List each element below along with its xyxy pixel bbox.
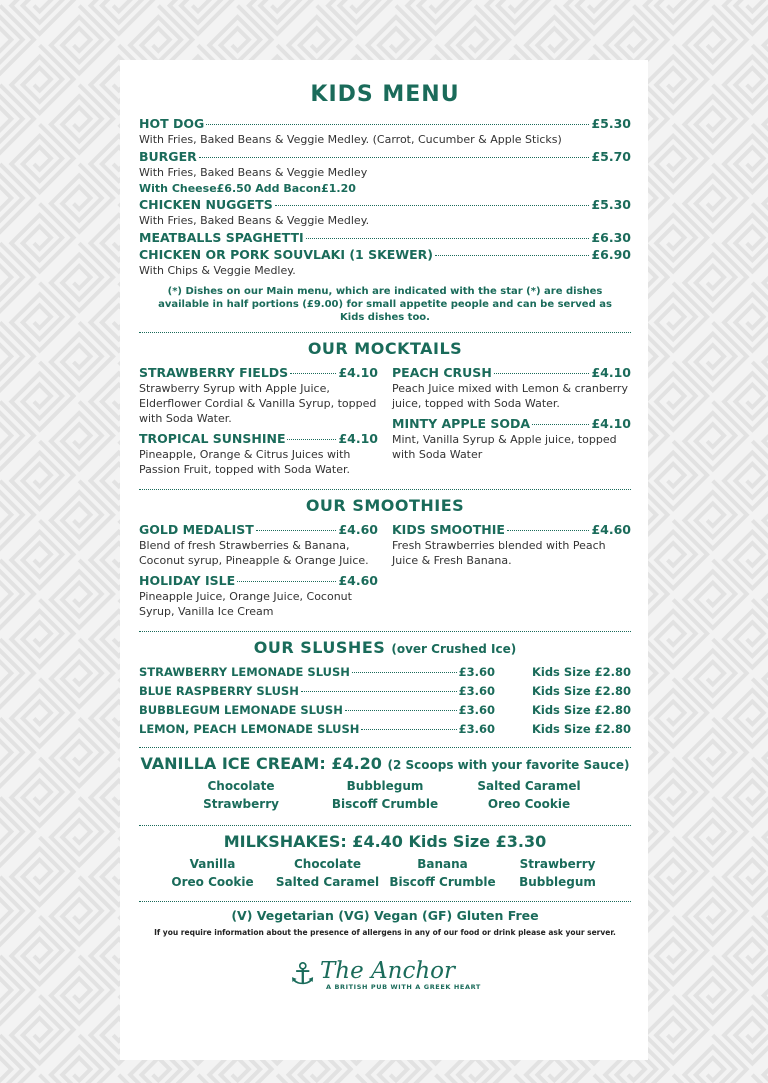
item-description: Peach Juice mixed with Lemon & cranberry juice, topped with Soda Water. (392, 382, 628, 410)
drink-item (392, 521, 631, 568)
menu-item-row (392, 521, 631, 538)
item-name: HOLIDAY ISLE (139, 573, 236, 588)
kids-size-price: Kids Size £2.80 (531, 684, 631, 698)
drink-item (139, 430, 378, 477)
item-price: £4.60 (338, 573, 378, 588)
item-price: £4.10 (591, 416, 631, 431)
item-name: TROPICAL SUNSHINE (139, 431, 286, 446)
dot-leader (290, 373, 336, 374)
ice-cream-title-text: VANILLA ICE CREAM: £4.20 (140, 754, 382, 773)
slush-row (139, 682, 631, 701)
dot-leader (532, 424, 589, 425)
item-price: £4.10 (591, 365, 631, 380)
menu-item-row (139, 521, 378, 538)
menu-item-row (139, 246, 631, 263)
item-name: HOT DOG (139, 116, 205, 131)
flavor-item: Salted Caramel (477, 779, 581, 793)
kids-item (139, 196, 631, 229)
logo-brand: The Anchor (319, 958, 456, 984)
item-price: £3.60 (458, 722, 495, 736)
divider (139, 332, 631, 333)
dot-leader (287, 439, 336, 440)
menu-item-row (139, 364, 378, 381)
menu-item-row (139, 229, 631, 246)
menu-content (139, 78, 631, 991)
drink-item (392, 415, 631, 462)
drink-item (139, 572, 378, 619)
drink-item (392, 364, 631, 411)
dot-leader (275, 205, 590, 206)
smoothies-columns (139, 521, 631, 623)
menu-item-row (139, 115, 631, 132)
milkshake-flavors (155, 857, 615, 889)
menu-item-row (139, 148, 631, 165)
drink-item (139, 364, 378, 426)
slush-row (139, 720, 631, 739)
dot-leader (237, 581, 336, 582)
menu-column (139, 364, 378, 481)
flavor-item: Banana (417, 857, 468, 871)
dot-leader (301, 691, 457, 692)
item-price: £5.30 (591, 197, 631, 212)
item-name: KIDS SMOOTHIE (392, 522, 505, 537)
slushes-list (139, 663, 631, 739)
kids-item (139, 246, 631, 279)
menu-item-row (392, 364, 631, 381)
dot-leader (352, 672, 457, 673)
divider (139, 489, 631, 490)
menu-item-row (139, 196, 631, 213)
item-name: STRAWBERRY LEMONADE SLUSH (139, 665, 350, 679)
item-description: With Fries, Baked Beans & Veggie Medley. (139, 214, 370, 227)
item-price: £5.30 (591, 116, 631, 131)
dot-leader (435, 255, 589, 256)
ice-cream-subtitle: (2 Scoops with your favorite Sauce) (387, 758, 630, 772)
flavor-item: Oreo Cookie (171, 875, 254, 889)
kids-item (139, 148, 631, 196)
item-extra: With Cheese£6.50 Add Bacon£1.20 (139, 182, 356, 195)
item-price: £4.60 (338, 522, 378, 537)
item-name: STRAWBERRY FIELDS (139, 365, 289, 380)
item-name: PEACH CRUSH (392, 365, 492, 380)
flavor-item: Vanilla (189, 857, 236, 871)
slush-main (139, 701, 495, 720)
mocktails-columns (139, 364, 631, 481)
kids-note: (*) Dishes on our Main menu, which are indicated with the star (*) are dishes available in half portions (£9.00) for small appetite people and can be served as Kids dishes too. (158, 286, 612, 323)
anchor-icon: ⚓ (289, 957, 316, 992)
slushes-title (139, 638, 631, 657)
diet-legend: (V) Vegetarian (VG) Vegan (GF) Gluten Free (231, 908, 539, 923)
item-description: Pineapple, Orange & Citrus Juices with Passion Fruit, topped with Soda Water. (139, 448, 351, 476)
ice-cream-flavors (169, 779, 601, 811)
flavor-item: Oreo Cookie (487, 797, 571, 811)
item-price: £3.60 (458, 665, 495, 679)
logo-tagline: A BRITISH PUB WITH A GREEK HEART (325, 983, 481, 991)
divider (139, 825, 631, 826)
flavor-item: Biscoff Crumble (389, 875, 496, 889)
menu-item-row (392, 415, 631, 432)
item-name: MINTY APPLE SODA (392, 416, 531, 431)
flavor-item: Biscoff Crumble (331, 797, 439, 811)
item-name: CHICKEN OR PORK SOUVLAKI (1 SKEWER) (139, 247, 433, 262)
flavor-item: Chocolate (207, 779, 275, 793)
kids-size-price: Kids Size £2.80 (531, 722, 631, 736)
flavor-item: Salted Caramel (275, 875, 380, 889)
item-price: £4.10 (338, 431, 378, 446)
item-description: Strawberry Syrup with Apple Juice, Elderflower Cordial & Vanilla Syrup, topped with Soda Water. (139, 382, 377, 425)
menu-column (392, 521, 631, 623)
item-price: £6.30 (591, 230, 631, 245)
divider (139, 631, 631, 632)
dot-leader (199, 157, 590, 158)
slush-main (139, 682, 495, 701)
slushes-subtitle: (over Crushed Ice) (391, 642, 517, 656)
smoothies-title: OUR SMOOTHIES (305, 496, 465, 515)
ice-cream-title (139, 754, 631, 773)
item-description: Pineapple Juice, Orange Juice, Coconut Syrup, Vanilla Ice Cream (139, 590, 352, 618)
menu-column (392, 364, 631, 481)
dot-leader (345, 710, 457, 711)
item-description: With Fries, Baked Beans & Veggie Medley (139, 166, 368, 179)
item-price: £5.70 (591, 149, 631, 164)
dot-leader (256, 530, 337, 531)
kids-items (139, 115, 631, 279)
item-price: £3.60 (458, 684, 495, 698)
slush-main (139, 663, 495, 682)
flavor-item: Chocolate (293, 857, 362, 871)
dot-leader (361, 729, 456, 730)
item-description: With Chips & Veggie Medley. (139, 264, 296, 277)
item-name: BLUE RASPBERRY SLUSH (139, 684, 299, 698)
item-price: £3.60 (458, 703, 495, 717)
kids-item (139, 229, 631, 246)
divider (139, 747, 631, 748)
item-description: Fresh Strawberries blended with Peach Juice & Fresh Banana. (392, 539, 606, 567)
item-description: Mint, Vanilla Syrup & Apple juice, topped with Soda Water (392, 433, 617, 461)
dot-leader (507, 530, 590, 531)
slush-row (139, 701, 631, 720)
item-name: LEMON, PEACH LEMONADE SLUSH (139, 722, 360, 736)
kids-size-price: Kids Size £2.80 (531, 703, 631, 717)
item-description: With Fries, Baked Beans & Veggie Medley. (Carrot, Cucumber & Apple Sticks) (139, 133, 562, 146)
dot-leader (494, 373, 590, 374)
kids-size-price: Kids Size £2.80 (531, 665, 631, 679)
milkshakes-title: MILKSHAKES: £4.40 Kids Size £3.30 (223, 832, 547, 851)
drink-item (139, 521, 378, 568)
menu-item-row (139, 572, 378, 589)
slushes-title-text: OUR SLUSHES (253, 638, 386, 657)
item-name: CHICKEN NUGGETS (139, 197, 273, 212)
dot-leader (306, 238, 590, 239)
item-name: BUBBLEGUM LEMONADE SLUSH (139, 703, 343, 717)
allergen-notice: If you require information about the presence of allergens in any of our food or drink please ask your server. (154, 928, 616, 937)
slush-row (139, 663, 631, 682)
menu-item-row (139, 430, 378, 447)
item-name: MEATBALLS SPAGHETTI (139, 230, 304, 245)
page-title: KIDS MENU (310, 82, 460, 107)
item-name: BURGER (139, 149, 197, 164)
flavor-item: Strawberry (519, 857, 596, 871)
item-price: £4.60 (591, 522, 631, 537)
item-price: £4.10 (338, 365, 378, 380)
menu-column (139, 521, 378, 623)
flavor-item: Strawberry (203, 797, 279, 811)
mocktails-title: OUR MOCKTAILS (307, 339, 463, 358)
flavor-item: Bubblegum (346, 779, 424, 793)
item-name: GOLD MEDALIST (139, 522, 254, 537)
flavor-item: Bubblegum (519, 875, 596, 889)
dot-leader (206, 124, 589, 125)
logo (139, 959, 631, 991)
slush-main (139, 720, 495, 739)
item-price: £6.90 (591, 247, 631, 262)
divider (139, 901, 631, 902)
kids-item (139, 115, 631, 148)
item-description: Blend of fresh Strawberries & Banana, Coconut syrup, Pineapple & Orange Juice. (139, 539, 369, 567)
